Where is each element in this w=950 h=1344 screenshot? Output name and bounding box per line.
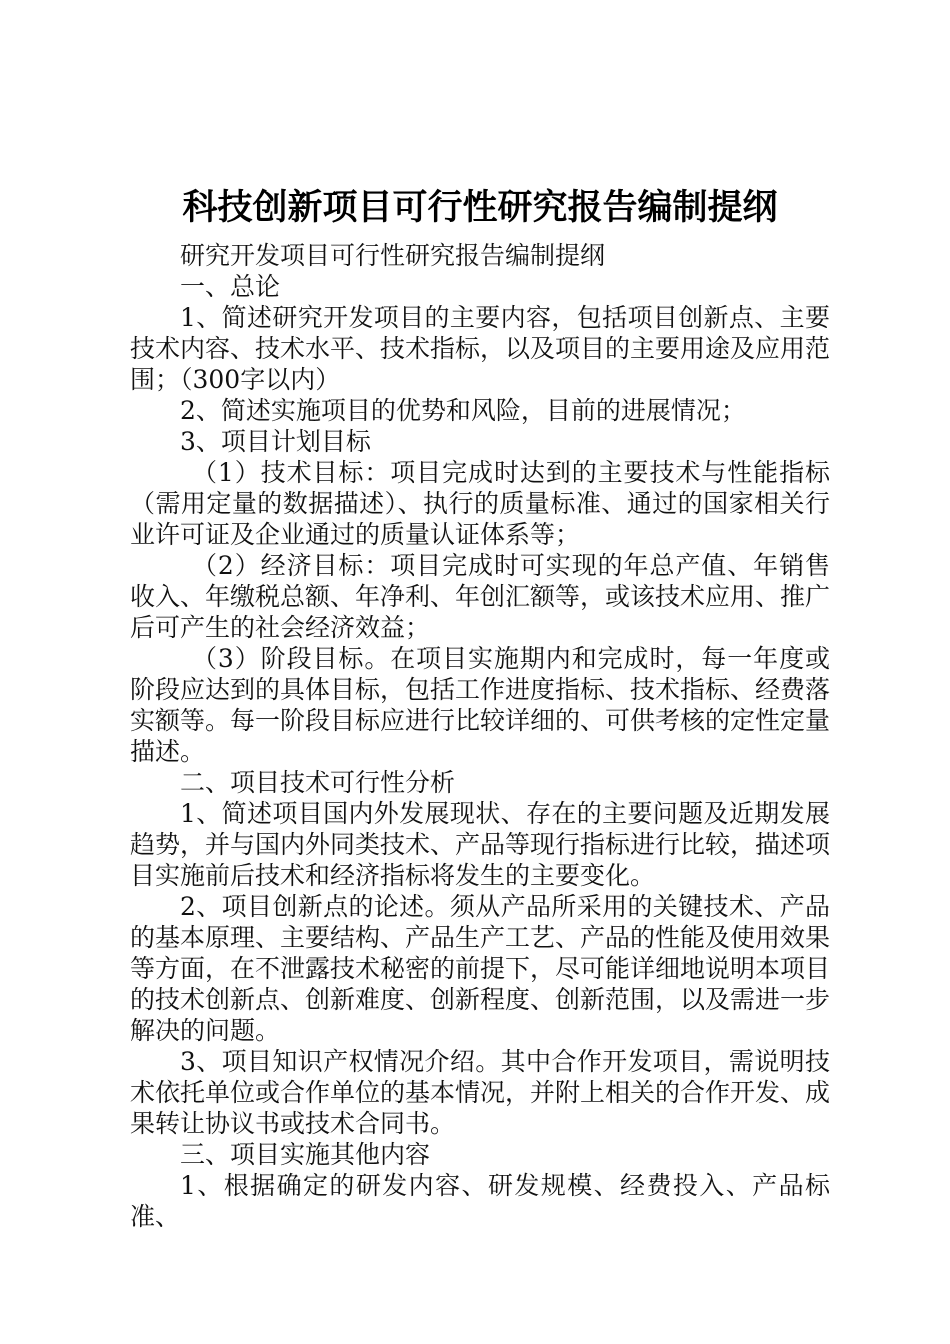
paragraph-overview-2: 2、简述实施项目的优势和风险，目前的进展情况； (180, 396, 746, 425)
paragraph-technical-goal: （1）技术目标：项目完成时达到的主要技术与性能指标（需用定量的数据描述）、执行的质量标准、通过的国家相关行业许可证及企业通过的质量认证体系等； (130, 458, 830, 549)
paragraph-feasibility-1: 1、简述项目国内外发展现状、存在的主要问题及近期发展趋势，并与国内外同类技术、产品等现行指标进行比较，描述项目实施前后技术和经济指标将发生的主要变化。 (130, 799, 831, 890)
paragraph-overview-3: 3、项目计划目标 (180, 427, 371, 456)
paragraph-feasibility-3: 3、项目知识产权情况介绍。其中合作开发项目，需说明技术依托单位或合作单位的基本情况，并附上相关的合作开发、成果转让协议书或技术合同书。 (130, 1047, 831, 1138)
section-heading-feasibility: 二、项目技术可行性分析 (180, 768, 456, 797)
paragraph-overview-1: 1、简述研究开发项目的主要内容，包括项目创新点、主要技术内容、技术水平、技术指标，以及项目的主要用途及应用范围；（300字以内） (130, 303, 831, 394)
section-heading-implementation: 三、项目实施其他内容 (180, 1140, 431, 1169)
paragraph-implementation-1: 1、根据确定的研发内容、研发规模、经费投入、产品标准、 (130, 1171, 830, 1231)
paragraph-feasibility-2: 2、项目创新点的论述。须从产品所采用的关键技术、产品的基本原理、主要结构、产品生产工艺、产品的性能及使用效果等方面，在不泄露技术秘密的前提下，尽可能详细地说明本项目的技术创新点、创新难度、创新程度、创新范围，以及需进一步解决的问题。 (130, 892, 831, 1045)
section-heading-overview: 一、总论 (180, 272, 281, 301)
paragraph-stage-goal: （3）阶段目标。在项目实施期内和完成时，每一年度或阶段应达到的具体目标，包括工作进度指标、技术指标、经费落实额等。每一阶段目标应进行比较详细的、可供考核的定性定量描述。 (130, 644, 831, 766)
document-body (130, 178, 830, 1232)
document-title: 科技创新项目可行性研究报告编制提纲 (182, 188, 778, 228)
subtitle-paragraph: 研究开发项目可行性研究报告编制提纲 (180, 241, 606, 270)
paragraph-economic-goal: （2）经济目标：项目完成时可实现的年总产值、年销售收入、年缴税总额、年净利、年创汇额等，或该技术应用、推广后可产生的社会经济效益； (130, 551, 831, 642)
